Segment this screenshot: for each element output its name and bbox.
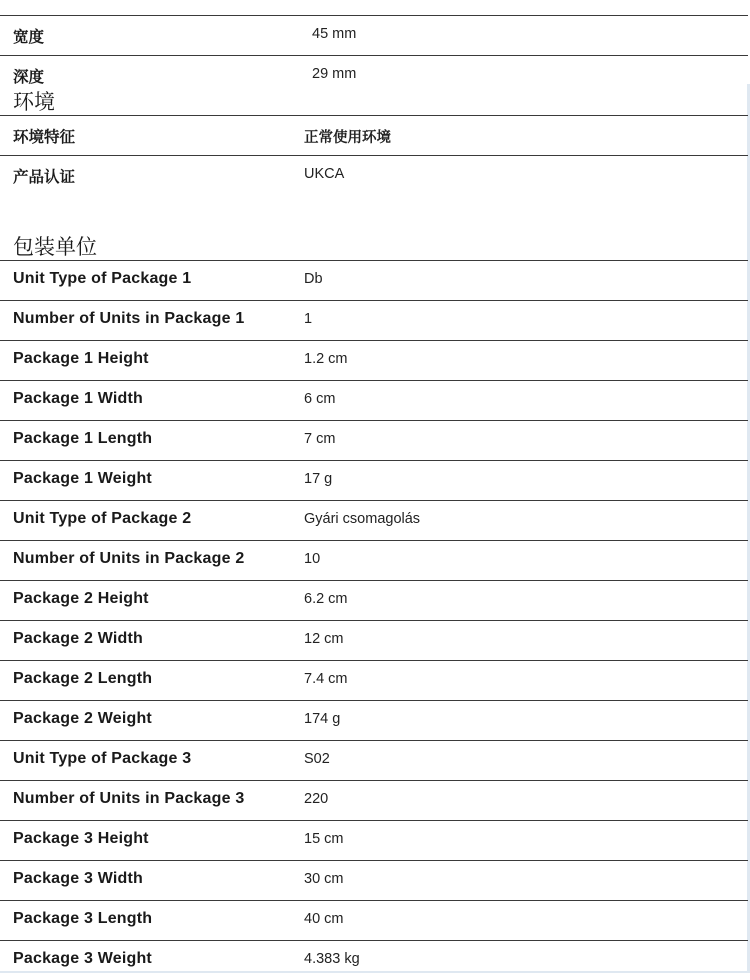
spec-value: 1 (304, 311, 313, 327)
table-row (0, 820, 748, 860)
table-row (0, 540, 748, 580)
packaging-table (0, 260, 748, 980)
spec-label: Number of Units in Package 1 (13, 310, 245, 327)
section-title-packaging: 包装单位 (13, 236, 97, 259)
table-row (0, 420, 748, 460)
spec-label: Unit Type of Package 2 (13, 510, 192, 527)
spec-value: 30 cm (304, 871, 344, 887)
spec-value: 40 cm (304, 911, 344, 927)
table-row (0, 500, 748, 540)
spec-label: Package 1 Height (13, 350, 149, 367)
spec-label: Number of Units in Package 3 (13, 790, 245, 807)
spec-label: Unit Type of Package 1 (13, 270, 192, 287)
spec-label: 深度 (13, 69, 45, 86)
spec-value: 29 mm (312, 66, 357, 82)
spec-value: S02 (304, 751, 330, 767)
spec-label: Package 2 Length (13, 670, 153, 687)
table-row (0, 900, 748, 940)
spec-label: Package 3 Length (13, 910, 153, 927)
spec-value: 6 cm (304, 391, 336, 407)
spec-value: 45 mm (312, 26, 357, 42)
table-row (0, 620, 748, 660)
spec-label: Package 1 Width (13, 390, 144, 407)
spec-value: 7 cm (304, 431, 336, 447)
spec-value: 6.2 cm (304, 591, 348, 607)
section-title-environment: 环境 (13, 91, 55, 114)
table-row (0, 580, 748, 620)
spec-label: Number of Units in Package 2 (13, 550, 245, 567)
table-row (0, 940, 748, 980)
environment-table (0, 115, 748, 195)
spec-value: 7.4 cm (304, 671, 348, 687)
table-row (0, 340, 748, 380)
spec-label: Package 2 Width (13, 630, 144, 647)
spec-label: Unit Type of Package 3 (13, 750, 192, 767)
spec-value: 15 cm (304, 831, 344, 847)
table-row (0, 460, 748, 500)
spec-label: Package 3 Weight (13, 950, 152, 967)
spec-value: Gyári csomagolás (304, 511, 421, 527)
table-row (0, 260, 748, 300)
spec-label: 产品认证 (13, 169, 76, 186)
table-row (0, 155, 748, 195)
table-row (0, 300, 748, 340)
spec-value: 17 g (304, 471, 333, 487)
table-row (0, 660, 748, 700)
spec-value: 174 g (304, 711, 341, 727)
table-row (0, 860, 748, 900)
spec-value: 10 (304, 551, 321, 567)
spec-value: 12 cm (304, 631, 344, 647)
spec-value: UKCA (304, 166, 345, 182)
table-row (0, 55, 748, 95)
spec-label: Package 3 Height (13, 830, 149, 847)
spec-label: Package 3 Width (13, 870, 144, 887)
spec-value: 4.383 kg (304, 951, 360, 967)
dimensions-table (0, 15, 748, 95)
table-row (0, 15, 748, 55)
spec-label: 宽度 (13, 29, 45, 46)
spec-value: Db (304, 271, 323, 287)
table-row (0, 780, 748, 820)
spec-label: Package 2 Height (13, 590, 149, 607)
spec-value: 1.2 cm (304, 351, 348, 367)
spec-value: 220 (304, 791, 329, 807)
spec-value: 正常使用环境 (304, 130, 391, 146)
spec-label: Package 1 Weight (13, 470, 152, 487)
table-row (0, 115, 748, 155)
spec-label: Package 2 Weight (13, 710, 152, 727)
spec-label: 环境特征 (13, 129, 76, 146)
table-row (0, 380, 748, 420)
table-row (0, 700, 748, 740)
spec-label: Package 1 Length (13, 430, 153, 447)
table-row (0, 740, 748, 780)
